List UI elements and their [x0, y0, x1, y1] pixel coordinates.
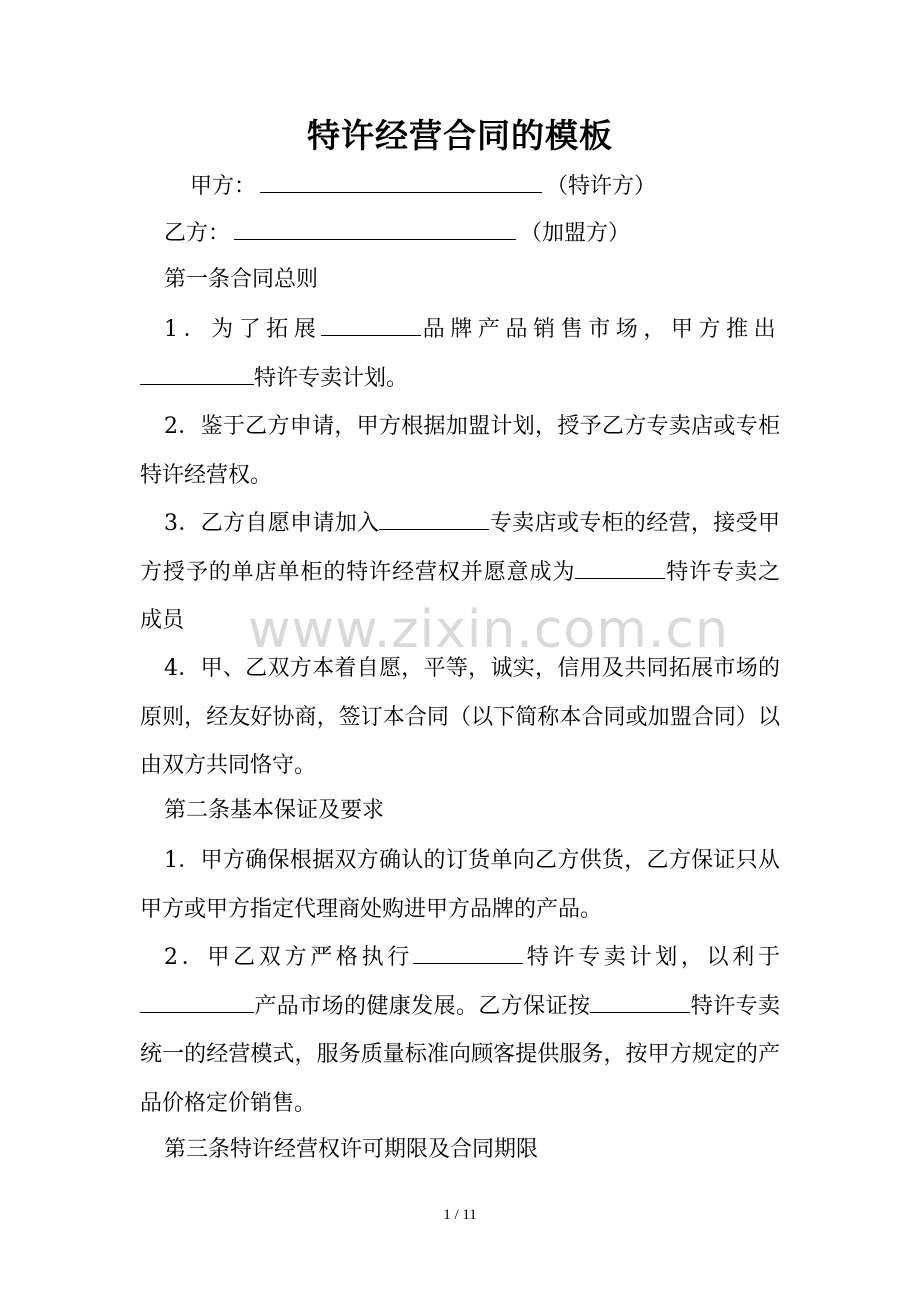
document-title: 特许经营合同的模板: [307, 116, 613, 155]
page-number: 1 / 11: [443, 1207, 477, 1223]
article-1-paragraph-1: 1．为了拓展 品牌产品销售市场，甲方推出特许专卖计划。: [140, 306, 780, 403]
article-2-heading: 第二条基本保证及要求: [164, 798, 385, 823]
blank-plan: [140, 364, 254, 385]
article-1-paragraph-2: 2．鉴于乙方申请，甲方根据加盟计划，授予乙方专卖店或专柜特许经营权。: [140, 414, 780, 488]
party-b-blank: [234, 217, 516, 240]
article-2-paragraph-1: 1．甲方确保根据双方确认的订货单向乙方供货，乙方保证只从甲方或甲方指定代理商处购进甲方品牌的产品。: [140, 848, 780, 922]
party-b-suffix: （加盟方）: [520, 221, 631, 246]
article-1-heading: 第一条合同总则: [164, 267, 319, 292]
party-b-line: [164, 217, 630, 250]
blank-franchise-plan: [413, 943, 523, 964]
party-a-suffix: （特许方）: [546, 174, 657, 199]
party-b-label: 乙方：: [164, 221, 231, 246]
article-1-paragraph-4: 4．甲、乙双方本着自愿，平等，诚实，信用及共同拓展市场的原则，经友好协商，签订本合同（以下简称本合同或加盟合同）以由双方共同恪守。: [140, 656, 780, 778]
blank-mode: [590, 992, 690, 1013]
party-a-line: [190, 170, 656, 203]
blank-member: [575, 558, 665, 579]
blank-brand: [321, 315, 421, 336]
watermark: www.zixin.com.cn: [248, 600, 729, 660]
party-a-blank: [260, 170, 542, 193]
blank-store: [379, 509, 489, 530]
blank-product: [140, 992, 254, 1013]
article-1-paragraph-3: 3．乙方自愿申请加入 专卖店或专柜的经营，接受甲方授予的单店单柜的特许经营权并愿意成为 特许专卖之成员: [140, 511, 780, 633]
article-2-paragraph-2: 2．甲乙双方严格执行 特许专卖计划，以利于产品市场的健康发展。乙方保证按 特许专卖统一的经营模式，服务质量标准向顾客提供服务，按甲方规定的产品价格定价销售。: [140, 945, 780, 1116]
article-3-heading: 第三条特许经营权许可期限及合同期限: [164, 1137, 539, 1162]
party-a-label: 甲方：: [190, 174, 257, 199]
